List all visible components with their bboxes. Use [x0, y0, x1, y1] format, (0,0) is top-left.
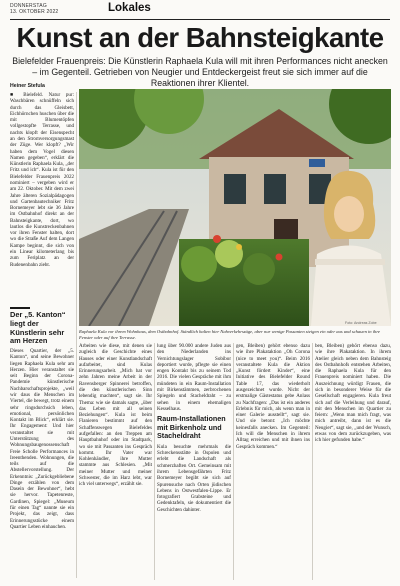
article-photo — [79, 89, 391, 326]
column-1-intro — [10, 92, 74, 305]
subhead-box — [10, 307, 74, 348]
headline: Kunst an der Bahnsteigkante — [16, 22, 384, 53]
section-name: Lokales — [108, 2, 151, 14]
column-divider — [76, 92, 77, 578]
column-4 — [236, 343, 310, 580]
column-divider — [312, 343, 313, 580]
deck: Bielefelder Frauenpreis: Die Künstlerin Raphaela Kula will mit ihren Performances nicht anecken – im Gegenteil. Getrieben von Neugier und Entdeckergeist freut sie sich immer auf die Reaktionen ihrer Klientel. — [12, 56, 388, 88]
photo-credit: Foto: Andreas Zobe — [345, 321, 377, 325]
column-3-text: lung über 90.000 andere Juden aus den Niederlanden ins Vernichtungslager Sobibor deportiert wurde, pflegte sie einen engen Kontakt bis zu seinem Tod 2016. Die vielen Gespräche mit ihm mündeten in ein Raum-Installation mit Birkenstämmen, zerbrochenen Spiegeln und Stacheldraht – zu sehen in einem ehemaligen Kesselhaus. — [157, 343, 231, 412]
header-rule — [10, 19, 390, 20]
photo-illustration — [79, 89, 391, 326]
column-1-body — [10, 348, 74, 578]
column-divider — [233, 343, 234, 580]
column-1-text: Dieses Quartier, der „5. Kanton“, und seine Bewohner liegen Raphaela Kula sehr am Herzen. Hier veranstaltet sie seit Beginn der Corona-Pandemie künstlerische Nachbarschaftsprojekte, „weil wir daus die Menschen im Viertel, die bewegt, trotz einem sehr ringsdurchsich leben, emotional, persönlichen Kontakt im Blick“, erklärt sie. Ihr Engagement: Und hier veranstaltet sie mit Unterstützung des Wohnungsbaugenossenschaft Freie Scholle Performances in Ireenthenden. Wohnungen, die teils auf die Abstellervorstellung. Der Erkenntnis: „Zurückgebliebene Dinge erzählen von dem Dasein der Bewohner“, hebt sie hervor. Tapetenreste, Gardinen, Spiegel: „Museum für einen Tag“ nannte sie ein Projekt, das zeigt, dass Erinnerungsstücke einem Quartier Leben einhauchen. — [10, 348, 74, 530]
column-2 — [79, 343, 152, 580]
column-5 — [315, 343, 391, 580]
column-4-text: gen, Bleiben) gehört ebenso dazu wie ihre Plakataktion „Oh Corona (nice to meet you)“. Beim 2016 veranstaltete Kula die Aktion „Kunst fördert Kinder“, eine Initiative des Bielefelder Round Table 17, das wiederholt ausgezeichnet wurde. Nicht der erstmalige Gästestatus gebe Anlass zu Nachfragen: „Das ist ein anderes Erlebnis für mich, als wenn man in einer Galerie ausstellt“, sagt sie. Und sie betont: „Ich möchte keinesfalls anecken. Im Gegenteil: Ich will die Menschen in ihrem Alltag erreichen und mit ihnen ins Gespräch kommen.“ — [236, 343, 310, 450]
column-2-text: Arbeiten wie diese, mit denen sie zugleich die Geschichte eines Hauses oder einer Kunstlandschaft aufarbeitet, sind Kulas Erinnerungsarbeit. „Mich hat vor zehn Jahren meine Arbeit in der Ravensberger Spinnerei betroffen, die den künstlerischen Sinn lebendig machten“, sagt sie. Ihr Thema: wie sie damals sagte, „über das Leben mit all seinen Beziehungen“. Kula ist beim Flanieren bestimmt auf den Schaffenswegen Bielefeldes aufgefallen: an den Treppen am Hauptbahnhof oder im Stadtpark, wo sie mit Passanten ins Gespräch kommt. Ihr Vater war Kohlenhändler, ihre Mutter stammte aus Schlesien. „Mit meiner Mutter und meiner Schwester, die im Harz lebt, war ich viel unterwegs“, erzählt sie. — [79, 343, 152, 488]
column-divider — [154, 343, 155, 580]
date-full: 13. OKTOBER 2022 — [10, 9, 59, 15]
photo-caption: Raphaela Kula vor ihrem Wohnhaus, dem Ostbahnhof. Ständlich halten hier Nahverkehrszüge, aber nur wenige Passanten steigen ein oder aus und schauen in ihre Fenster oder auf ihre Terrasse. — [79, 329, 380, 340]
date-weekday: DONNERSTAG — [10, 3, 47, 9]
intro-text: ■ Bielefeld. Natur pur: Waschbären schnüffeln sich durch das Gleisbett, Eichhörnchen huschen über die mit Blumentöpfen vollgestopfte Terrasse, und nachts klopft der Eisenspecht an den Stromversorgungsmast der Züge. Wer klopft? „Wir haben dem Vogel diesen Namen gegeben“, erklärt die Künstlerin Raphaela Kula, „der Fritz und ich“. Kula ist für den Bielefelder Frauenpreis 2022 nominiert – vergeben wird er am 22. Oktober. Mit dem zwei Jahre älteren Sozialpädagogen und Gartenbautechniker Fritz Bornemeyer lebt sie 36 Jahre im Ostbahnhof direkt an der Bahnsteigkante, dort, wo lautlos die Kunstreckenbahnen vor ihren Fenster halten, dort wo die Straße Auf dem Langen Kampe beginnt, die sich von ein Linear kilometerlang bis zum Feriplatz an der Rudenenbahn zieht. — [10, 92, 74, 268]
subhead-bar — [10, 307, 30, 309]
author: Heiner Stefula — [10, 83, 45, 89]
dateline — [10, 3, 58, 15]
column-5-text: ben, Bleiben) gehört ebenso dazu, wie ihre Plakataktion. In ihrem Atelier gleich neben dem Bahnsteig des Ostbahnhofs entstehen Arbeiten, die Raphaela Kula für den Frauenpreis nominiert haben. Die Auszeichnung würdigt Frauen, die sich in besonderer Weise für die Gesellschaft engagieren. Kula freut sich auf die Verleihung und darauf, mit den Menschen im Quartier zu feiern: „Wenn man mich fragt, was mich antreibt, dann ist es die Neugier“, sagt sie, „und der Wunsch, etwas von dem zurückzugeben, was ich hier gefunden habe.“ — [315, 343, 391, 444]
page-header — [0, 0, 400, 20]
column-3-body: Kula besuchte mehrmals die Schreckensstätte in Ospolen und erlebt die Landschaft als schmerzhaften Ort. Gemeinsam mit ihrem Lebensgefährten Fritz Bornemeyer begibt sie sich auf Spurensuche nach Orten jüdischen Lebens in Ostwestfalen-Lippe. Er fotografiert Grabsteine und Gedenktafeln, sie dokumentiert die Geschichten dahinter. — [157, 443, 231, 513]
subhead-installationen: Raum-Installationen mit Birkenholz und Stacheldraht — [157, 414, 226, 441]
subhead-kanton: Der „5. Kanton“ liegt der Künstlerin sehr am Herzen — [10, 310, 66, 346]
column-3 — [157, 343, 231, 580]
